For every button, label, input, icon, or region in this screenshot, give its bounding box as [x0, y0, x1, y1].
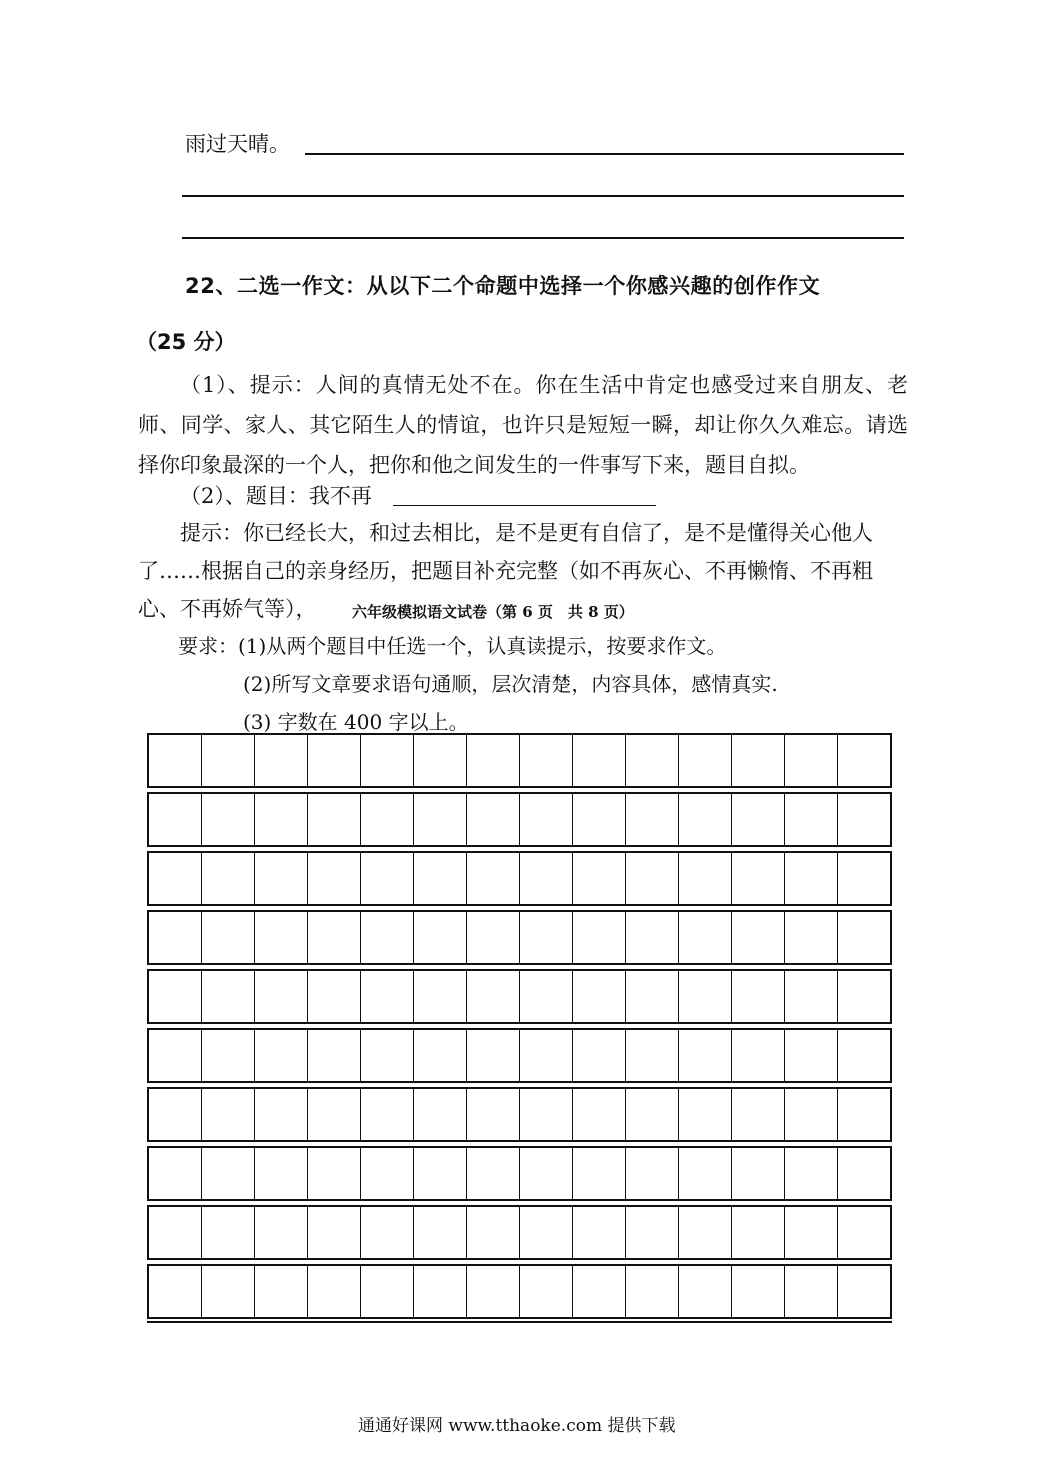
grid-cell[interactable]	[838, 971, 890, 1022]
grid-cell[interactable]	[202, 1266, 255, 1317]
grid-cell[interactable]	[361, 794, 414, 845]
grid-cell[interactable]	[361, 1266, 414, 1317]
grid-cell[interactable]	[573, 1089, 626, 1140]
grid-cell[interactable]	[202, 853, 255, 904]
grid-cell[interactable]	[414, 1207, 467, 1258]
grid-cell[interactable]	[785, 1207, 838, 1258]
page-info: 六年级模拟语文试卷（第 6 页 共 8 页）	[352, 603, 634, 621]
previous-prompt: 雨过天晴。	[185, 132, 290, 156]
grid-cell[interactable]	[308, 912, 361, 963]
grid-cell[interactable]	[255, 794, 308, 845]
answer-line-1[interactable]	[305, 153, 904, 155]
grid-cell[interactable]	[361, 1148, 414, 1199]
grid-cell[interactable]	[732, 1089, 785, 1140]
grid-cell[interactable]	[679, 1030, 732, 1081]
grid-cell[interactable]	[626, 912, 679, 963]
grid-row	[147, 910, 892, 965]
grid-cell[interactable]	[467, 912, 520, 963]
answer-line-3[interactable]	[182, 237, 904, 239]
grid-cell[interactable]	[732, 853, 785, 904]
option-2-hint-line-2: 了……根据自己的亲身经历，把题目补充完整（如不再灰心、不再懒惰、不再粗	[138, 559, 873, 583]
grid-cell[interactable]	[626, 735, 679, 786]
grid-cell[interactable]	[308, 1266, 361, 1317]
grid-row	[147, 969, 892, 1024]
grid-cell[interactable]	[573, 1266, 626, 1317]
grid-cell[interactable]	[202, 1030, 255, 1081]
grid-cell[interactable]	[202, 1089, 255, 1140]
grid-cell[interactable]	[838, 794, 890, 845]
grid-cell[interactable]	[255, 1148, 308, 1199]
grid-cell[interactable]	[467, 971, 520, 1022]
grid-cell[interactable]	[202, 1207, 255, 1258]
grid-cell[interactable]	[838, 853, 890, 904]
grid-cell[interactable]	[626, 971, 679, 1022]
grid-cell[interactable]	[573, 794, 626, 845]
grid-cell[interactable]	[626, 1148, 679, 1199]
grid-cell[interactable]	[149, 1266, 202, 1317]
grid-row	[147, 1146, 892, 1201]
question-22-title: 22、二选一作文：从以下二个命题中选择一个你感兴趣的创作作文	[185, 274, 821, 298]
grid-cell[interactable]	[573, 1148, 626, 1199]
grid-cell[interactable]	[573, 1030, 626, 1081]
grid-cell[interactable]	[679, 1148, 732, 1199]
grid-cell[interactable]	[202, 735, 255, 786]
grid-cell[interactable]	[679, 853, 732, 904]
grid-cell[interactable]	[785, 912, 838, 963]
grid-cell[interactable]	[308, 971, 361, 1022]
grid-cell[interactable]	[732, 1030, 785, 1081]
grid-cell[interactable]	[626, 1266, 679, 1317]
grid-cell[interactable]	[785, 853, 838, 904]
grid-cell[interactable]	[520, 735, 573, 786]
grid-cell[interactable]	[467, 735, 520, 786]
grid-cell[interactable]	[308, 794, 361, 845]
grid-cell[interactable]	[361, 1030, 414, 1081]
grid-cell[interactable]	[308, 735, 361, 786]
grid-cell[interactable]	[361, 853, 414, 904]
grid-cell[interactable]	[626, 1089, 679, 1140]
grid-row	[147, 1087, 892, 1142]
footer-text: 通通好课网 www.tthaoke.com 提供下载	[358, 1416, 676, 1436]
grid-cell[interactable]	[202, 1148, 255, 1199]
grid-cell[interactable]	[520, 794, 573, 845]
grid-cell[interactable]	[785, 1030, 838, 1081]
grid-cell[interactable]	[361, 912, 414, 963]
grid-cell[interactable]	[414, 912, 467, 963]
grid-cell[interactable]	[679, 1266, 732, 1317]
question-22-score: （25 分）	[136, 330, 236, 354]
grid-cell[interactable]	[149, 853, 202, 904]
grid-cell[interactable]	[149, 794, 202, 845]
grid-cell[interactable]	[838, 1089, 890, 1140]
grid-cell[interactable]	[414, 1030, 467, 1081]
grid-row	[147, 1205, 892, 1260]
answer-line-2[interactable]	[182, 195, 904, 197]
grid-cell[interactable]	[361, 1207, 414, 1258]
grid-cell[interactable]	[255, 1207, 308, 1258]
option-2-hint-line-3: 心、不再娇气等），	[138, 597, 317, 621]
grid-cell[interactable]	[149, 1089, 202, 1140]
grid-cell[interactable]	[520, 1089, 573, 1140]
grid-cell[interactable]	[732, 1207, 785, 1258]
grid-cell[interactable]	[520, 853, 573, 904]
grid-cell[interactable]	[785, 1148, 838, 1199]
grid-cell[interactable]	[149, 1030, 202, 1081]
grid-cell[interactable]	[573, 971, 626, 1022]
grid-cell[interactable]	[255, 735, 308, 786]
grid-cell[interactable]	[838, 1030, 890, 1081]
grid-cell[interactable]	[202, 971, 255, 1022]
grid-cell[interactable]	[202, 912, 255, 963]
grid-cell[interactable]	[361, 1089, 414, 1140]
grid-cell[interactable]	[467, 1266, 520, 1317]
option-1-text: （1）、提示：人间的真情无处不在。你在生活中肯定也感受过来自朋友、老师、同学、家人、其它陌生人的情谊，也许只是短短一瞬，却让你久久难忘。请选择你印象最深的一个人，把你和他之间发生的一件事写下来，题目自拟。	[138, 373, 908, 477]
writing-grid[interactable]	[147, 733, 892, 1326]
grid-cell[interactable]	[149, 971, 202, 1022]
grid-row	[147, 1264, 892, 1319]
grid-cell[interactable]	[255, 853, 308, 904]
grid-cell[interactable]	[573, 853, 626, 904]
grid-cell[interactable]	[520, 1266, 573, 1317]
grid-cell[interactable]	[361, 971, 414, 1022]
grid-cell[interactable]	[361, 735, 414, 786]
grid-cell[interactable]	[520, 912, 573, 963]
grid-cell[interactable]	[679, 912, 732, 963]
grid-cell[interactable]	[467, 1030, 520, 1081]
grid-cell[interactable]	[467, 853, 520, 904]
grid-cell[interactable]	[520, 971, 573, 1022]
grid-cell[interactable]	[255, 912, 308, 963]
grid-cell[interactable]	[414, 1148, 467, 1199]
grid-cell[interactable]	[149, 912, 202, 963]
grid-row	[147, 792, 892, 847]
grid-cell[interactable]	[149, 1207, 202, 1258]
grid-cell[interactable]	[414, 971, 467, 1022]
grid-cell[interactable]	[785, 1089, 838, 1140]
grid-row	[147, 733, 892, 788]
requirement-1: 要求：(1)从两个题目中任选一个，认真读提示，按要求作文。	[178, 634, 727, 658]
grid-cell[interactable]	[520, 1148, 573, 1199]
grid-cell[interactable]	[732, 735, 785, 786]
grid-cell[interactable]	[255, 971, 308, 1022]
grid-cell[interactable]	[626, 853, 679, 904]
grid-cell[interactable]	[308, 1089, 361, 1140]
grid-cell[interactable]	[149, 1148, 202, 1199]
grid-cell[interactable]	[785, 794, 838, 845]
grid-cell[interactable]	[255, 1089, 308, 1140]
grid-cell[interactable]	[732, 912, 785, 963]
grid-cell[interactable]	[467, 1089, 520, 1140]
grid-cell[interactable]	[467, 794, 520, 845]
grid-cell[interactable]	[308, 1207, 361, 1258]
grid-row	[147, 1028, 892, 1083]
grid-cell[interactable]	[414, 853, 467, 904]
grid-cell[interactable]	[255, 1266, 308, 1317]
grid-cell[interactable]	[573, 735, 626, 786]
grid-cell[interactable]	[785, 1266, 838, 1317]
grid-cell[interactable]	[308, 1030, 361, 1081]
grid-cell[interactable]	[732, 1148, 785, 1199]
grid-cell[interactable]	[414, 735, 467, 786]
grid-cell[interactable]	[414, 1266, 467, 1317]
grid-cell[interactable]	[467, 1148, 520, 1199]
grid-cell[interactable]	[732, 794, 785, 845]
grid-cell[interactable]	[255, 1030, 308, 1081]
grid-cell[interactable]	[838, 1266, 890, 1317]
requirement-2: (2)所写文章要求语句通顺，层次清楚，内容具体，感情真实.	[243, 672, 778, 696]
grid-cell[interactable]	[626, 794, 679, 845]
grid-cell[interactable]	[785, 735, 838, 786]
option-2-hint-line-1: 提示：你已经长大，和过去相比，是不是更有自信了，是不是懂得关心他人	[180, 521, 873, 545]
grid-cell[interactable]	[679, 971, 732, 1022]
grid-cell[interactable]	[626, 1030, 679, 1081]
grid-cell[interactable]	[838, 1207, 890, 1258]
grid-cell[interactable]	[308, 1148, 361, 1199]
grid-cell[interactable]	[838, 1148, 890, 1199]
grid-cell[interactable]	[414, 1089, 467, 1140]
grid-bottom-border	[147, 1321, 892, 1323]
grid-cell[interactable]	[679, 1207, 732, 1258]
grid-cell[interactable]	[838, 912, 890, 963]
grid-cell[interactable]	[626, 1207, 679, 1258]
grid-cell[interactable]	[838, 735, 890, 786]
grid-cell[interactable]	[308, 853, 361, 904]
grid-cell[interactable]	[732, 971, 785, 1022]
grid-row	[147, 851, 892, 906]
grid-cell[interactable]	[573, 912, 626, 963]
grid-cell[interactable]	[149, 735, 202, 786]
grid-cell[interactable]	[202, 794, 255, 845]
grid-cell[interactable]	[679, 1089, 732, 1140]
grid-cell[interactable]	[679, 794, 732, 845]
grid-cell[interactable]	[467, 1207, 520, 1258]
grid-cell[interactable]	[414, 794, 467, 845]
title-blank-line[interactable]	[393, 505, 656, 506]
grid-cell[interactable]	[785, 971, 838, 1022]
requirement-3: (3) 字数在 400 字以上。	[243, 710, 469, 734]
grid-cell[interactable]	[732, 1266, 785, 1317]
grid-cell[interactable]	[573, 1207, 626, 1258]
option-2-label: （2）、题目：我不再	[180, 484, 372, 508]
grid-cell[interactable]	[520, 1030, 573, 1081]
grid-cell[interactable]	[679, 735, 732, 786]
grid-cell[interactable]	[520, 1207, 573, 1258]
